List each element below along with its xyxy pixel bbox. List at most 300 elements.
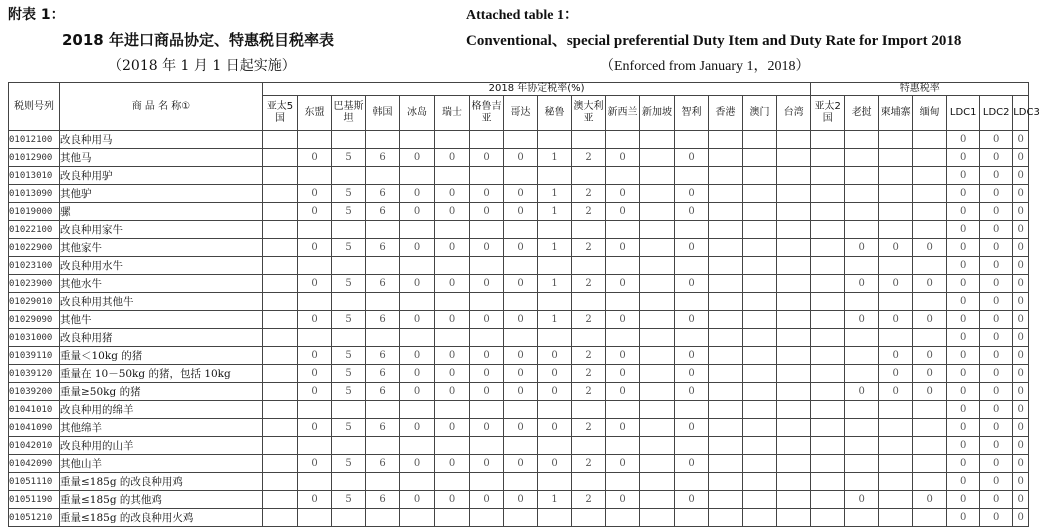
conventional-rate-cell (263, 311, 298, 329)
conventional-rate-cell (640, 185, 675, 203)
special-rate-cell: 0 (1013, 203, 1029, 221)
conventional-rate-cell: 0 (504, 149, 538, 167)
special-rate-cell: 0 (845, 491, 879, 509)
special-rate-cell: 0 (879, 383, 913, 401)
conventional-rate-cell: 0 (298, 149, 332, 167)
special-rate-cell (879, 185, 913, 203)
conventional-rate-cell (298, 329, 332, 347)
conventional-rate-cell (400, 131, 435, 149)
special-rate-cell (879, 167, 913, 185)
conventional-rate-cell: 6 (366, 149, 400, 167)
conventional-rate-cell (709, 311, 743, 329)
special-rate-cell (845, 293, 879, 311)
conventional-rate-cell: 0 (606, 383, 640, 401)
conventional-rate-cell: 0 (675, 365, 709, 383)
conventional-rate-cell (435, 257, 470, 275)
special-rate-cell (845, 347, 879, 365)
conventional-rate-cell: 0 (606, 239, 640, 257)
commodity-name-cell: 改良种用水牛 (60, 257, 263, 275)
special-rate-cell: 0 (980, 383, 1013, 401)
conventional-rate-cell (263, 491, 298, 509)
conventional-rate-cell: 0 (504, 383, 538, 401)
conventional-rate-cell (640, 131, 675, 149)
conventional-rate-cell (640, 401, 675, 419)
conventional-rate-cell (298, 257, 332, 275)
conventional-rate-cell (298, 167, 332, 185)
conventional-rate-cell (709, 167, 743, 185)
special-rate-cell (811, 293, 845, 311)
conventional-rate-cell (572, 329, 606, 347)
conventional-rate-cell: 6 (366, 365, 400, 383)
conventional-rate-cell: 0 (504, 275, 538, 293)
conventional-rate-cell (640, 347, 675, 365)
conventional-rate-cell: 1 (538, 311, 572, 329)
conventional-rate-cell: 0 (470, 311, 504, 329)
col-header-conventional: 秘鲁 (538, 96, 572, 131)
commodity-name-cell: 重量≤185g 的改良种用鸡 (60, 473, 263, 491)
special-rate-cell: 0 (980, 257, 1013, 275)
conventional-rate-cell: 0 (606, 275, 640, 293)
special-rate-cell: 0 (947, 185, 980, 203)
special-rate-cell (913, 257, 947, 275)
special-rate-cell: 0 (913, 239, 947, 257)
col-header-conventional: 台湾 (777, 96, 811, 131)
conventional-rate-cell: 0 (435, 203, 470, 221)
conventional-rate-cell (572, 221, 606, 239)
conventional-rate-cell: 0 (470, 383, 504, 401)
special-rate-cell (811, 329, 845, 347)
col-header-conventional: 格鲁吉亚 (470, 96, 504, 131)
conventional-rate-cell (470, 221, 504, 239)
commodity-name-cell: 改良种用的山羊 (60, 437, 263, 455)
conventional-rate-cell (298, 131, 332, 149)
col-header-conventional: 智利 (675, 96, 709, 131)
conventional-rate-cell: 0 (470, 347, 504, 365)
special-rate-cell (879, 329, 913, 347)
conventional-rate-cell (400, 473, 435, 491)
conventional-rate-cell: 2 (572, 239, 606, 257)
conventional-rate-cell (504, 509, 538, 527)
col-header-conventional: 巴基斯坦 (332, 96, 366, 131)
conventional-rate-cell (743, 275, 777, 293)
special-rate-cell (811, 437, 845, 455)
conventional-rate-cell (777, 347, 811, 365)
conventional-rate-cell (263, 221, 298, 239)
conventional-rate-cell: 0 (298, 311, 332, 329)
col-header-special: LDC3 (1013, 96, 1029, 131)
col-header-conventional: 新西兰 (606, 96, 640, 131)
conventional-rate-cell: 0 (298, 365, 332, 383)
special-rate-cell (845, 221, 879, 239)
conventional-rate-cell (709, 347, 743, 365)
conventional-rate-cell (743, 347, 777, 365)
conventional-rate-cell (777, 509, 811, 527)
conventional-rate-cell (332, 167, 366, 185)
special-rate-cell (845, 203, 879, 221)
conventional-rate-cell: 0 (606, 347, 640, 365)
special-rate-cell: 0 (1013, 329, 1029, 347)
col-header-conventional: 冰岛 (400, 96, 435, 131)
table-row (9, 221, 1029, 239)
conventional-rate-cell (675, 293, 709, 311)
special-rate-cell: 0 (947, 329, 980, 347)
special-rate-cell: 0 (1013, 167, 1029, 185)
tariff-code-cell: 01022100 (9, 221, 60, 239)
special-rate-cell (845, 437, 879, 455)
conventional-rate-cell: 6 (366, 455, 400, 473)
table-row (9, 347, 1029, 365)
tariff-code-cell: 01051190 (9, 491, 60, 509)
conventional-rate-cell: 6 (366, 203, 400, 221)
conventional-rate-cell: 0 (298, 347, 332, 365)
table-row (9, 239, 1029, 257)
special-rate-cell: 0 (1013, 419, 1029, 437)
conventional-rate-cell: 1 (538, 185, 572, 203)
conventional-rate-cell: 0 (538, 347, 572, 365)
conventional-rate-cell (743, 509, 777, 527)
conventional-rate-cell: 2 (572, 455, 606, 473)
conventional-rate-cell (332, 257, 366, 275)
conventional-rate-cell (675, 221, 709, 239)
commodity-name-cell: 其他家牛 (60, 239, 263, 257)
conventional-rate-cell: 0 (435, 491, 470, 509)
special-rate-cell: 0 (980, 437, 1013, 455)
special-rate-cell (811, 149, 845, 167)
table-row (9, 509, 1029, 527)
conventional-rate-cell: 2 (572, 365, 606, 383)
special-rate-cell: 0 (947, 347, 980, 365)
en-table-subtitle: （Enforced from January 1，2018） (600, 59, 810, 74)
conventional-rate-cell: 0 (538, 383, 572, 401)
conventional-rate-cell: 0 (470, 149, 504, 167)
tariff-code-cell: 01012100 (9, 131, 60, 149)
special-rate-cell (879, 293, 913, 311)
conventional-rate-cell (263, 455, 298, 473)
conventional-rate-cell (504, 131, 538, 149)
conventional-rate-cell (777, 491, 811, 509)
conventional-rate-cell: 0 (435, 275, 470, 293)
conventional-rate-cell: 0 (435, 347, 470, 365)
special-rate-cell: 0 (1013, 275, 1029, 293)
conventional-rate-cell (366, 437, 400, 455)
tariff-code-cell: 01019000 (9, 203, 60, 221)
conventional-rate-cell (777, 419, 811, 437)
conventional-rate-cell: 0 (435, 149, 470, 167)
tariff-code-cell: 01051210 (9, 509, 60, 527)
conventional-rate-cell (366, 221, 400, 239)
conventional-rate-cell: 5 (332, 419, 366, 437)
conventional-rate-cell (263, 131, 298, 149)
col-header-conventional: 新加坡 (640, 96, 675, 131)
conventional-rate-cell (435, 131, 470, 149)
conventional-rate-cell (263, 347, 298, 365)
special-rate-cell: 0 (879, 347, 913, 365)
special-rate-cell (845, 419, 879, 437)
conventional-rate-cell: 5 (332, 239, 366, 257)
special-rate-cell (913, 401, 947, 419)
conventional-rate-cell: 2 (572, 347, 606, 365)
conventional-rate-cell (743, 203, 777, 221)
conventional-rate-cell (743, 221, 777, 239)
conventional-rate-cell (777, 167, 811, 185)
special-rate-cell: 0 (1013, 383, 1029, 401)
table-row (9, 203, 1029, 221)
conventional-rate-cell (709, 329, 743, 347)
conventional-rate-cell (640, 437, 675, 455)
conventional-rate-cell (777, 401, 811, 419)
conventional-rate-cell: 1 (538, 203, 572, 221)
conventional-rate-cell: 0 (675, 347, 709, 365)
conventional-rate-cell: 0 (675, 185, 709, 203)
col-header-conventional: 香港 (709, 96, 743, 131)
conventional-rate-cell: 0 (400, 239, 435, 257)
conventional-rate-cell (538, 437, 572, 455)
commodity-name-cell: 改良种用其他牛 (60, 293, 263, 311)
tariff-code-cell: 01012900 (9, 149, 60, 167)
special-rate-cell (811, 221, 845, 239)
special-rate-cell: 0 (947, 437, 980, 455)
conventional-rate-cell (298, 293, 332, 311)
conventional-rate-cell: 5 (332, 203, 366, 221)
conventional-rate-cell: 0 (470, 275, 504, 293)
conventional-rate-cell (470, 509, 504, 527)
conventional-rate-cell (777, 203, 811, 221)
table-row (9, 383, 1029, 401)
conventional-rate-cell: 0 (400, 185, 435, 203)
conventional-rate-cell (777, 185, 811, 203)
special-rate-cell: 0 (1013, 257, 1029, 275)
conventional-rate-cell: 0 (298, 419, 332, 437)
commodity-name-cell: 重量≤185g 的改良种用火鸡 (60, 509, 263, 527)
special-rate-cell (913, 149, 947, 167)
conventional-rate-cell: 0 (606, 203, 640, 221)
special-rate-cell (845, 257, 879, 275)
col-header-conventional: 哥达 (504, 96, 538, 131)
group-header-conventional: 2018 年协定税率(%) (263, 83, 811, 96)
commodity-name-cell: 改良种用马 (60, 131, 263, 149)
special-rate-cell: 0 (913, 365, 947, 383)
commodity-name-cell: 骡 (60, 203, 263, 221)
conventional-rate-cell: 5 (332, 491, 366, 509)
special-rate-cell (845, 185, 879, 203)
conventional-rate-cell (777, 257, 811, 275)
conventional-rate-cell (709, 131, 743, 149)
conventional-rate-cell: 0 (470, 455, 504, 473)
special-rate-cell: 0 (947, 167, 980, 185)
commodity-name-cell: 其他驴 (60, 185, 263, 203)
special-rate-cell (811, 473, 845, 491)
conventional-rate-cell (538, 257, 572, 275)
conventional-rate-cell: 0 (298, 239, 332, 257)
tariff-code-cell: 01039120 (9, 365, 60, 383)
col-header-conventional: 澳门 (743, 96, 777, 131)
conventional-rate-cell (709, 239, 743, 257)
special-rate-cell: 0 (947, 473, 980, 491)
conventional-rate-cell (538, 473, 572, 491)
conventional-rate-cell: 0 (606, 491, 640, 509)
special-rate-cell (879, 419, 913, 437)
conventional-rate-cell (777, 455, 811, 473)
conventional-rate-cell (538, 293, 572, 311)
conventional-rate-cell (606, 293, 640, 311)
conventional-rate-cell (572, 131, 606, 149)
special-rate-cell: 0 (1013, 293, 1029, 311)
conventional-rate-cell (777, 365, 811, 383)
commodity-name-cell: 重量在 10－50kg 的猪，包括 10kg (60, 365, 263, 383)
conventional-rate-cell (572, 167, 606, 185)
special-rate-cell: 0 (980, 365, 1013, 383)
conventional-rate-cell (709, 509, 743, 527)
col-header-special: LDC1 (947, 96, 980, 131)
conventional-rate-cell (709, 293, 743, 311)
special-rate-cell: 0 (845, 239, 879, 257)
special-rate-cell: 0 (980, 347, 1013, 365)
special-rate-cell: 0 (947, 383, 980, 401)
table-row (9, 311, 1029, 329)
conventional-rate-cell: 1 (538, 239, 572, 257)
conventional-rate-cell: 0 (470, 185, 504, 203)
conventional-rate-cell: 2 (572, 419, 606, 437)
conventional-rate-cell (743, 257, 777, 275)
commodity-name-cell: 重量≥50kg 的猪 (60, 383, 263, 401)
conventional-rate-cell (263, 401, 298, 419)
conventional-rate-cell (606, 257, 640, 275)
conventional-rate-cell (538, 221, 572, 239)
tariff-code-cell: 01039110 (9, 347, 60, 365)
conventional-rate-cell: 0 (504, 311, 538, 329)
special-rate-cell (913, 329, 947, 347)
special-rate-cell (913, 509, 947, 527)
table-row (9, 185, 1029, 203)
special-rate-cell (913, 131, 947, 149)
conventional-rate-cell (709, 455, 743, 473)
special-rate-cell (845, 149, 879, 167)
special-rate-cell: 0 (947, 311, 980, 329)
conventional-rate-cell: 0 (675, 203, 709, 221)
conventional-rate-cell: 6 (366, 311, 400, 329)
special-rate-cell (811, 509, 845, 527)
conventional-rate-cell: 5 (332, 275, 366, 293)
conventional-rate-cell (743, 293, 777, 311)
table-row (9, 437, 1029, 455)
special-rate-cell: 0 (947, 419, 980, 437)
conventional-rate-cell (572, 509, 606, 527)
special-rate-cell: 0 (1013, 347, 1029, 365)
conventional-rate-cell (640, 275, 675, 293)
conventional-rate-cell: 0 (298, 455, 332, 473)
tariff-code-cell: 01029090 (9, 311, 60, 329)
cn-table-title: 2018 年进口商品协定、特惠税目税率表 (62, 31, 334, 49)
conventional-rate-cell (675, 167, 709, 185)
tariff-code-cell: 01013010 (9, 167, 60, 185)
conventional-rate-cell (366, 473, 400, 491)
special-rate-cell (913, 167, 947, 185)
special-rate-cell: 0 (1013, 185, 1029, 203)
conventional-rate-cell (777, 239, 811, 257)
conventional-rate-cell (743, 185, 777, 203)
conventional-rate-cell (263, 509, 298, 527)
col-header-name: 商 品 名 称① (60, 83, 263, 131)
commodity-name-cell: 其他马 (60, 149, 263, 167)
special-rate-cell: 0 (980, 311, 1013, 329)
conventional-rate-cell (298, 401, 332, 419)
conventional-rate-cell: 0 (298, 185, 332, 203)
conventional-rate-cell (538, 401, 572, 419)
conventional-rate-cell: 2 (572, 149, 606, 167)
special-rate-cell: 0 (879, 311, 913, 329)
conventional-rate-cell: 0 (298, 203, 332, 221)
conventional-rate-cell: 2 (572, 311, 606, 329)
conventional-rate-cell: 0 (400, 491, 435, 509)
conventional-rate-cell (332, 329, 366, 347)
conventional-rate-cell: 0 (400, 311, 435, 329)
conventional-rate-cell (435, 293, 470, 311)
table-row (9, 167, 1029, 185)
conventional-rate-cell (640, 149, 675, 167)
special-rate-cell (811, 257, 845, 275)
special-rate-cell (879, 257, 913, 275)
special-rate-cell (811, 419, 845, 437)
conventional-rate-cell (606, 221, 640, 239)
conventional-rate-cell (709, 401, 743, 419)
conventional-rate-cell: 0 (400, 365, 435, 383)
conventional-rate-cell (743, 239, 777, 257)
conventional-rate-cell: 2 (572, 203, 606, 221)
special-rate-cell: 0 (947, 149, 980, 167)
conventional-rate-cell (400, 221, 435, 239)
conventional-rate-cell: 0 (435, 311, 470, 329)
special-rate-cell (845, 329, 879, 347)
special-rate-cell (845, 509, 879, 527)
special-rate-cell (811, 491, 845, 509)
conventional-rate-cell: 1 (538, 491, 572, 509)
conventional-rate-cell: 0 (675, 419, 709, 437)
conventional-rate-cell: 0 (298, 383, 332, 401)
special-rate-cell: 0 (913, 347, 947, 365)
conventional-rate-cell: 1 (538, 149, 572, 167)
special-rate-cell (879, 401, 913, 419)
conventional-rate-cell (709, 419, 743, 437)
conventional-rate-cell (675, 329, 709, 347)
conventional-rate-cell (504, 437, 538, 455)
table-row (9, 473, 1029, 491)
conventional-rate-cell (298, 473, 332, 491)
conventional-rate-cell: 0 (675, 383, 709, 401)
special-rate-cell: 0 (879, 239, 913, 257)
conventional-rate-cell (675, 473, 709, 491)
conventional-rate-cell: 5 (332, 149, 366, 167)
special-rate-cell: 0 (1013, 221, 1029, 239)
special-rate-cell: 0 (947, 239, 980, 257)
conventional-rate-cell (743, 419, 777, 437)
conventional-rate-cell: 5 (332, 185, 366, 203)
conventional-rate-cell: 0 (470, 203, 504, 221)
conventional-rate-cell (675, 131, 709, 149)
conventional-rate-cell: 0 (538, 365, 572, 383)
conventional-rate-cell (640, 419, 675, 437)
conventional-rate-cell (400, 329, 435, 347)
special-rate-cell: 0 (1013, 131, 1029, 149)
conventional-rate-cell: 0 (675, 311, 709, 329)
conventional-rate-cell (709, 149, 743, 167)
conventional-rate-cell: 5 (332, 347, 366, 365)
conventional-rate-cell: 2 (572, 491, 606, 509)
conventional-rate-cell (366, 257, 400, 275)
special-rate-cell: 0 (980, 167, 1013, 185)
conventional-rate-cell: 6 (366, 185, 400, 203)
special-rate-cell: 0 (980, 329, 1013, 347)
special-rate-cell: 0 (913, 383, 947, 401)
